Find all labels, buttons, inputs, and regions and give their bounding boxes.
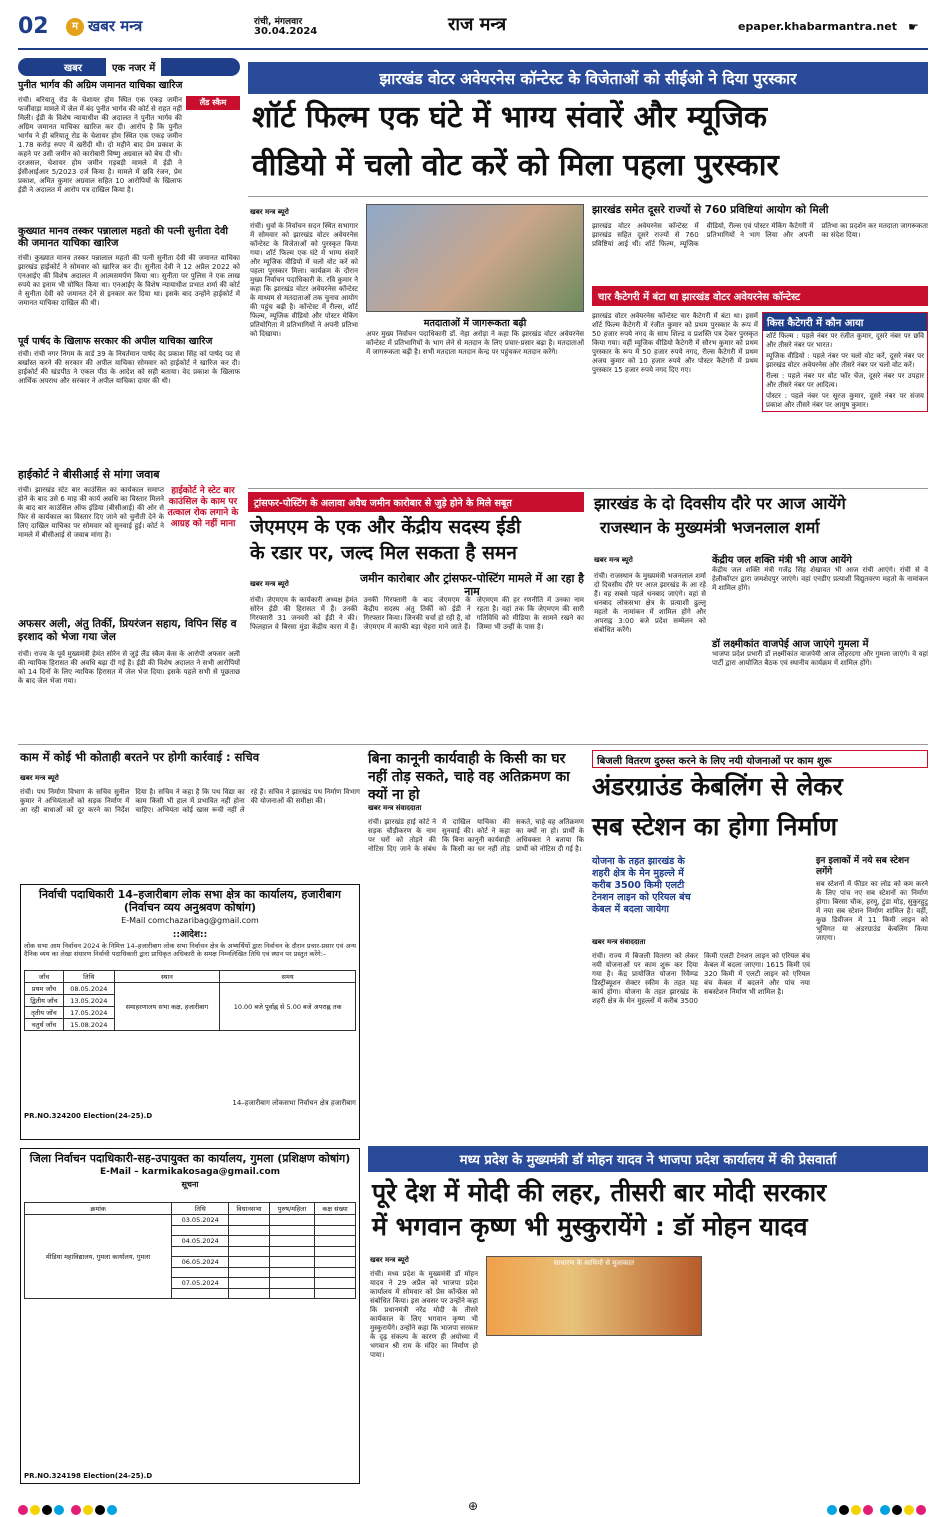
item-4-title: हाईकोर्ट ने बीसीआई से मांगा जवाब [18, 468, 160, 481]
categories-red-bar: चार कैटेगरी में बंटा था झारखंड वोटर अवेयरनेस कॉन्टेस्ट [592, 286, 928, 306]
left-column [18, 58, 240, 768]
ad1-place: समाहरणालय सभा कक्ष, हजारीबाग [114, 983, 219, 1031]
ed-byline: खबर मन्त्र ब्यूरो [250, 580, 289, 588]
cm-headline-1: झारखंड के दो दिवसीय दौरे पर आज आयेंगे [594, 494, 846, 513]
page-number: 02 [18, 14, 49, 39]
brand-name: खबर मन्त्र [88, 17, 143, 35]
award-photo [366, 204, 584, 312]
bijli-head-bar: बिजली वितरण दुरुस्त करने के लिए नयी योजनाओं पर काम शुरू [592, 750, 928, 768]
kaam-byline: खबर मन्त्र ब्यूरो [20, 774, 59, 782]
ad1-notice: ::आदेश:: [172, 930, 208, 940]
item-1-tag: लैंड स्कैम [186, 96, 240, 110]
ad2-date-3: 06.05.2024 [172, 1257, 229, 1268]
item-5-body: रांची। राज्य के पूर्व मुख्यमंत्री हेमंत सोरेन से जुड़े लैंड स्कैम केस के आरोपी अफसर अली की न्यायिक हिरासत की अवधि बढ़ा दी गई है। ईडी की विशेष अदालत ने सभी आरोपियों को 14 दिनों के लिए न्यायिक हिरासत में जेल भेज दिया। इसके पहले सभी से पूछताछ के बाद जेल भेजा गया। [18, 650, 240, 685]
cm-byline: खबर मन्त्र ब्यूरो [594, 556, 633, 564]
mp-body-right [710, 1256, 928, 1484]
category-box-title: किस कैटेगरी में कौन आया [763, 313, 927, 331]
ad2-date-4: 07.05.2024 [172, 1278, 229, 1289]
side-body: झारखंड वोटर अवेयरनेस कॉन्टेस्ट में झारखंड सहित दूसरे राज्यों से 760 प्रविष्टियां आई थीं। शॉर्ट फिल्म, म्यूजिक वीडियो, रील्स एवं पोस्टर मेकिंग कैटेगरी में प्रतिभागियों ने भाग लिया और अपनी प्रतिभा का प्रदर्शन कर मतदाता जागरूकता का संदेश दिया। [592, 222, 928, 248]
bijli-box: योजना के तहत झारखंड के शहरी क्षेत्र के मेन मुहल्ले में करीब 3500 किमी एलटी टेनशन लाइन को एरियल बंच केबल में बदला जायेगा [592, 856, 691, 915]
item-4-box: हाईकोर्ट ने स्टेट बार काउंसिल के काम पर तत्काल रोक लगाने के आग्रह को नहीं माना [167, 486, 239, 529]
ad2-notice: सूचना [181, 1180, 199, 1189]
ad1-col-2: तिथि [63, 971, 114, 983]
cmyk-dots-left [18, 1500, 119, 1512]
ad2-col-5: कक्ष संख्या [315, 1203, 356, 1215]
ad2-table [24, 1202, 356, 1299]
item-3-title: पूर्व पार्षद के खिलाफ सरकार की अपील याचिका खारिज [18, 336, 213, 347]
bijli-headline-2: सब स्टेशन का होगा निर्माण [592, 812, 838, 841]
ad-hazaribagh [20, 884, 360, 1140]
kaam-headline: काम में कोई भी कोताही बरतने पर होगी कार्रवाई : सचिव [20, 750, 260, 764]
cm-sub2-body: भाजपा प्रदेश प्रभारी डॉ लक्ष्मीकांत वाजपेयी आज लोहरदगा और गुमला जाएंगे। वे वहां पार्टी द्वारा आयोजित बैठक एवं स्थानीय कार्यक्रम में शामिल होंगे। [712, 650, 928, 667]
ed-sub: जमीन कारोबार और ट्रांसफर-पोस्टिंग मामले में आ रहा है नाम [360, 572, 585, 598]
ad2-date-1: 03.05.2024 [172, 1215, 229, 1226]
cm-sub1-body: केंद्रीय जल शक्ति मंत्री गजेंद्र सिंह शेखावत भी आज रांची आएंगे। रांची से वे हेलीकॉप्टर द्वारा जमशेदपुर जाएंगे। वहां एनडीए प्रत्याशी विद्युतवरण महतो के नामांकन में शामिल होंगे। [712, 566, 928, 592]
mp-byline: खबर मन्त्र ब्यूरो [370, 1256, 409, 1264]
bijli-body: रांची। राज्य में बिजली वितरण को लेकर नयी योजनाओं पर काम शुरू कर दिया गया है। केंद्र प्रायोजित योजना रिवैम्प्ड डिस्ट्रीब्यूशन सेक्टर स्कीम के तहत यह कार्य होगा। योजना के तहत झारखंड के शहरी क्षेत्र के मेन मुहल्लों में करीब 3500 किमी एलटी टेनशन लाइन को एरियल बंच केबल में बदला जाएगा। 1615 किमी एवं 320 किमी में एलटी लाइन को एरियल बंच केबल में बदलने और पांच नया सबस्टेशन निर्माण भी शामिल है। [592, 952, 810, 1005]
photo-caption-title: मतदाताओं में जागरूकता बढ़ी [423, 318, 527, 329]
mid-rule [18, 744, 928, 745]
ad1-row-2-date: 13.05.2024 [63, 995, 114, 1007]
ad1-row-4-date: 15.08.2024 [63, 1019, 114, 1031]
category-item-4: पोस्टर : पहले नंबर पर सूरज कुमार, दूसरे नंबर पर संजय प्रकाश और तीसरे नंबर पर आयुष कुमार। [766, 392, 924, 409]
bijli-byline: खबर मन्त्र संवाददाता [592, 938, 646, 946]
mp-banner: मध्य प्रदेश के मुख्यमंत्री डॉ मोहन यादव ने भाजपा प्रदेश कार्यालय में की प्रेसवार्ता [368, 1146, 928, 1172]
ad2-email[interactable]: E-Mail – karmikakosaga@gmail.com [99, 1167, 281, 1177]
cm-sub1: केंद्रीय जल शक्ति मंत्री भी आज आयेंगे [712, 555, 852, 566]
cm-body: रांची। राजस्थान के मुख्यमंत्री भजनलाल शर्मा दो दिवसीय दौरे पर आज झारखंड के आ रहे हैं। वह सबसे पहले धनबाद जाएंगे। वहां से धनबाद लोकसभा क्षेत्र के प्रत्याशी ढुल्लू महतो के नामांकन में शामिल होंगे और अपराह्न 3:00 बजे प्रदेश सम्मेलन को संबोधित करेंगे। [594, 572, 706, 634]
cm-headline-2: राजस्थान के मुख्यमंत्री भजनलाल शर्मा [600, 518, 820, 537]
mp-body: रांची। मध्य प्रदेश के मुख्यमंत्री डॉ मोहन यादव ने 29 अप्रैल को भाजपा प्रदेश कार्यालय में सोमवार को प्रेस कॉन्फ्रेंस को संबोधित किया। इस अवसर पर उन्होंने कहा कि प्रधानमंत्री नरेंद्र मोदी के तीसरे कार्यकाल के लिए भगवान कृष्ण भी मुस्कुरायेंगे। उन्होंने कहा कि भाजपा सरकार के दृढ़ संकल्प के कारण ही अयोध्या में भगवान श्री राम के मंदिर का निर्माण हो पाया। [370, 1270, 478, 1359]
ad2-col-3: विधानसभा [229, 1203, 270, 1215]
city-day: रांची, मंगलवार [254, 17, 303, 27]
ad1-row-1-label: प्रथम जाँच [25, 983, 64, 995]
item-4-body: रांची। झारखंड स्टेट बार काउंसिल का कार्यकाल समाप्त होने के बाद उसे 6 माह की कार्य अवधि का विस्तार मिलने के बाद बार काउंसिल ऑफ इंडिया (बीसीआई) की ओर से फिर से कार्यकाल का विस्तार दिए जाने को चुनौती देने के लिए दाखिल याचिका पर सोमवार को सुनवाई हुई। कोर्ट ने मामले में बीसीआई से जवाब मांगा है। [18, 486, 164, 539]
bijli-sub-body: सब स्टेशनों में फीडर का लोड को कम करने के लिए पांच नए सब स्टेशनों का निर्माण होगा। बिरसा चौक, हरमू, टुंडा मोड़, सुकुरहुटु में नया सब स्टेशन निर्माण शामिल है। वहीं, कुछ डिवीजन में 11 किमी लाइन को भूमिगत या अंडरग्राउंड केबलिंग किया जाएगा। [816, 880, 928, 942]
mp-body-cont [486, 1340, 702, 1484]
bijli-sub: इन इलाकों में नये सब स्टेशन लगेंगे [816, 856, 910, 877]
ad1-email[interactable]: E-Mail comchazaribag@gmail.com [121, 916, 259, 925]
ed-headline-2: के रडार पर, जल्द मिल सकता है समन [250, 542, 517, 564]
lead-divider [248, 196, 928, 197]
ad2-prno: PR.NO.324198 Election(24-25).D [24, 1472, 153, 1480]
item-1-title: पुनीत भार्गव की अग्रिम जमानत याचिका खारिज [18, 80, 183, 91]
khabar-label: खबर [64, 63, 82, 74]
lead-byline: खबर मन्त्र ब्यूरो [250, 208, 289, 216]
ad1-time: 10.00 बजे पूर्वाह्न से 5.00 बजे अपराह्न तक [220, 983, 356, 1031]
crosshair-icon: ⊕ [467, 1499, 479, 1513]
item-2-body: रांची। कुख्यात मानव तस्कर पन्नालाल महतो की पत्नी सुनीता देवी की जमानत याचिका झारखंड हाईकोर्ट ने सोमवार को खारिज कर दी। सुनीता देवी ने 12 अप्रैल 2022 को एनआईए की विशेष अदालत में आत्मसमर्पण किया था। सुनीता पर पुलिस ने एक लाख रुपये का इनाम भी घोषित किया था। एनआईए के विशेष न्यायाधीश प्रभात शर्मा की कोर्ट ने सुनीता देवी को जमानत देने से इनकार कर दिया था। इसके बाद उन्होंने हाईकोर्ट में जमानत याचिका दाखिल की थी। [18, 254, 240, 307]
ad1-table [24, 970, 356, 1031]
section-title: राज मन्त्र [448, 14, 507, 35]
ad2-date-2: 04.05.2024 [172, 1236, 229, 1247]
nazar-label: एक नजर में [106, 58, 161, 76]
court-body: रांची। झारखंड हाई कोर्ट ने सड़क चौड़ीकरण के नाम पर घरों को तोड़ने की नोटिस दिए जाने के संबंध में दाखिल याचिका की सुनवाई की। कोर्ट ने कहा कि बिना कानूनी कार्यवाही के किसी का घर नहीं तोड़ सकते, चाहे वह अतिक्रमण का क्यों ना हो। प्रार्थी के अधिवक्ता ने बताया कि प्रार्थी को नोटिस दी गई है। [368, 818, 584, 853]
mp-headline-1: पूरे देश में मोदी की लहर, तीसरी बार मोदी सरकार [372, 1178, 827, 1207]
ad1-row-3-date: 17.05.2024 [63, 1007, 114, 1019]
category-item-1: शॉर्ट फिल्म : पहले नंबर पर रंजीत कुमार, दूसरे नंबर पर छवि और तीसरे नंबर पर भारत। [766, 332, 924, 349]
lead-body: रांची। धुर्वा के निर्वाचन सदन स्थित सभागार में सोमवार को झारखंड वोटर अवेयरनेस कॉन्टेस्ट के विजेताओं को पुरस्कृत किया गया। शॉर्ट फिल्म एक घंटे में भाग्य संवारें और म्यूजिक वीडियो में चलो वोट करें को पहला पुरस्कार मिला। कार्यक्रम के दौरान मुख्य निर्वाचन पदाधिकारी के. रवि कुमार ने कहा कि झारखंड वोटर अवेयरनेस कॉन्टेस्ट के माध्यम से मतदाताओं तक चुनाव आयोग की पहुंच बढ़ी है। कॉन्टेस्ट में रील्स, शॉर्ट फिल्म, म्यूजिक वीडियो और पोस्टर मेकिंग प्रतियोगिता में प्रतिभागियों ने अपनी प्रतिभा को दिखाया। [250, 222, 358, 338]
item-1-body: रांची। बरियातू रोड के चेशायर होम स्थित एक एकड़ जमीन फर्जीवाड़ा मामले में जेल में बंद पुनीत भार्गव की कोर्ट से राहत नहीं मिली। ईडी के विशेष न्यायाधीश की अदालत ने पुनीत भार्गव की अग्रिम जमानत याचिका खारिज कर दी। आरोप है कि पुनीत भार्गव ने ही बरियातू रोड के चेशायर होम स्थित एक एकड़ जमीन 1.78 करोड़ रुपए में खरीदी थी। दो महीने बाद प्रेम प्रकाश के कहने पर उसी जमीन को कारोबारी विष्णु अग्रवाल को बेच दी थी। दरअसल, चेशायर होम जमीन गड़बड़ी मामले में ईडी ने ईसीआईआर 5/2023 दर्ज किया है। मामले में छवि रंजन, प्रेम प्रकाश, अमित कुमार अग्रवाल सहित 10 आरोपियों के खिलाफ ईडी ने अदालत में आरोप पत्र दाखिल किया है। [18, 96, 182, 194]
item-3-body: रांची। रांची नगर निगम के वार्ड 39 के निवर्तमान पार्षद वेद प्रकाश सिंह को पार्षद पद से बर्खास्त करने की सरकार की अपील याचिका सोमवार को हाईकोर्ट ने खारिज कर दी। हाईकोर्ट की खंडपीठ ने एकल पीठ के आदेश को सही बताया। वेद प्रकाश के खिलाफ आर्थिक अपराध और सरकार ने अपील याचिका दायर की थी। [18, 350, 240, 385]
ed-headline-1: जेएमएम के एक और केंद्रीय सदस्य ईडी [250, 516, 521, 538]
masthead [18, 8, 928, 50]
ed-red-bar: ट्रांसफर-पोस्टिंग के अलावा अवैध जमीन कारोबार से जुड़े होने के मिले सबूत [248, 492, 584, 512]
lead-bottom-rule [248, 488, 928, 489]
lead-headline-2: वीडियो में चलो वोट करें को मिला पहला पुरस्कार [252, 148, 779, 183]
brand-logo-icon: म [66, 18, 84, 36]
lead-body-cont [366, 424, 584, 482]
lead-headline-1: शॉर्ट फिल्म एक घंटे में भाग्य संवारें और म्यूजिक [252, 100, 768, 135]
ad1-title: निर्वाची पदाधिकारी 14–हजारीबाग लोक सभा क्षेत्र का कार्यालय, हजारीबाग (निर्वाचन व्यय अनुश्रवण कोषांग) [38, 888, 341, 914]
category-box [762, 312, 928, 412]
ed-body: रांची। जेएमएम के कार्यकारी अध्यक्ष हेमंत सोरेन ईडी की हिरासत में हैं। उनकी गिरफ्तारी 31 जनवरी को ईडी ने की। फिलहाल वे बिरसा मुंडा केंद्रीय कारा में हैं। उनकी गिरफ्तारी के बाद जेएमएम के केंद्रीय सदस्य अंतु तिर्की को ईडी ने गिरफ्तार किया। जिनकी चर्चा हो रही है, वो जेएमएम में काफी बड़ा चेहरा माने जाते हैं। जेएमएम की हर रणनीति में उनका नाम रहता है। वहां तक कि जेएमएम की सारी गतिविधि को मीडिया के सामने रखने का जिम्मा भी उन्हीं के पास है। [250, 596, 584, 631]
ad-gumla [20, 1148, 360, 1484]
ad1-sign: 14–हजारीबाग लोकसभा निर्वाचन क्षेत्र हजारीबाग [232, 1099, 356, 1107]
cm-sub2: डॉ लक्ष्मीकांत वाजपेई आज जाएंगे गुमला में [712, 639, 869, 650]
ad2-place: मीडिया महाविद्यालय, गुमला कार्यालय, गुमला [25, 1215, 172, 1299]
ad1-col-3: स्थान [114, 971, 219, 983]
cursor-icon: ☛ [908, 20, 919, 34]
ad2-col-2: तिथि [172, 1203, 229, 1215]
kaam-body: रांची। पथ निर्माण विभाग के सचिव सुनील कुमार ने अभियंताओं को सड़क निर्माण में आ रही बाधाओं को दूर करने का निर्देश दिया है। सचिव ने कहा है कि पथ विद्या का काम किसी भी हाल में प्रभावित नहीं होना चाहिए। अभियंता कोई खास रूची नहीं ले रहे हैं। सचिव ने झारखंड पथ निर्माण विभाग की योजनाओं की समीक्षा की। [20, 788, 360, 814]
ad2-col-4: पुरुष/महिला [269, 1203, 314, 1215]
nazar-header [18, 58, 240, 76]
category-item-3: रील्स : पहले नंबर पर वोट फॉर चेंज, दूसरे नंबर पर उपहार और तीसरे नंबर पर आदित्य। [766, 372, 924, 389]
ad1-row-2-label: द्वितीय जाँच [25, 995, 64, 1007]
ad1-col-1: जाँच [25, 971, 64, 983]
ad2-title: जिला निर्वाचन पदाधिकारी-सह-उपायुक्त का कार्यालय, गुमला (प्रशिक्षण कोषांग) [29, 1152, 351, 1165]
item-2-title: कुख्यात मानव तस्कर पन्नालाल महतो की पत्नी सुनीता देवी की जमानत याचिका खारिज [18, 226, 229, 249]
photo-caption: अपर मुख्य निर्वाचन पदाधिकारी डॉ. नेहा अरोड़ा ने कहा कि झारखंड वोटर अवेयरनेस कॉन्टेस्ट में प्रतिभागियों के भाग लेने से मतदान के लिए प्रचार-प्रसार बढ़ा है। मतदाताओं में जागरूकता बढ़ी है। सभी मतदाता मतदान केन्द्र पर पहुंचकर मतदान करेंगे। [366, 330, 584, 356]
color-registration-strip [18, 1500, 928, 1512]
lead-banner: झारखंड वोटर अवेयरनेस कॉन्टेस्ट के विजेताओं को सीईओ ने दिया पुरस्कार [248, 62, 928, 94]
cmyk-dots-right [827, 1500, 928, 1512]
court-byline: खबर मन्त्र संवाददाता [368, 804, 422, 812]
ad1-col-4: समय [220, 971, 356, 983]
ad1-row-1-date: 08.05.2024 [63, 983, 114, 995]
ad1-row-4-label: चतुर्थ जाँच [25, 1019, 64, 1031]
website-link[interactable]: epaper.khabarmantra.net [738, 20, 897, 33]
court-headline: बिना कानूनी कार्यवाही के किसी का घर नहीं तोड़ सकते, चाहे वह अतिक्रमण का क्यों ना हो [368, 751, 570, 803]
issue-date: 30.04.2024 [254, 26, 318, 37]
bijli-headline-1: अंडरग्राउंड केबलिंग से लेकर [592, 772, 843, 801]
ad1-row-3-label: तृतीय जाँच [25, 1007, 64, 1019]
side-head: झारखंड समेत दूसरे राज्यों से 760 प्रविष्टियां आयोग को मिली [592, 204, 829, 216]
ad1-prno: PR.NO.324200 Election(24-25).D [24, 1112, 153, 1120]
ad1-intro: लोक सभा आम निर्वाचन 2024 के निमित्त 14–हजारीबाग लोक सभा निर्वाचन क्षेत्र के अभ्यर्थियों द्वारा निर्वाचन के दौरान प्रचार-प्रसार एवं अन्य दैनिक व्यय का लेखा संधारण निर्वाची पदाधिकारी द्वारा प्राधिकृत अधिकारी के समक्ष निम्नलिखित तिथि एवं स्थान पर प्रस्तुत करेंगे:– [24, 942, 356, 958]
ad2-col-1: क्रमांक [25, 1203, 172, 1215]
category-item-2: म्यूजिक वीडियो : पहले नंबर पर चलो वोट करें, दूसरे नंबर पर झारखंड वोटर अवेयरनेस और तीसरे नंबर पर चलो वोट करें। [766, 352, 924, 369]
categories-body: झारखंड वोटर अवेयरनेस कॉन्टेस्ट चार कैटेगरी में बंटा था। इसमें शॉर्ट फिल्म कैटेगरी में रंजीत कुमार को प्रथम पुरस्कार के रूप में 50 हजार रुपये नगद के साथ शिल्ड व प्रशस्ति पत्र देकर पुरस्कृत किया गया। वहीं म्यूजिक वीडियो कैटेगरी में सौरभ कुमार को प्रथम पुरस्कार के रूप में 50 हजार रुपये नगद, रील्स कैटेगरी में प्रथम अजय कुमार को 10 हजार रुपये और पोस्टर कैटेगरी में प्रथम पुरस्कार 15 हजार रुपये नगद दिए गए। [592, 312, 758, 374]
mp-photo-text: साधारण के साथियों से मुलाकात [553, 1259, 635, 1267]
mp-photo [486, 1256, 702, 1336]
mp-headline-2: में भगवान कृष्ण भी मुस्कुरायेंगे : डॉ मोहन यादव [372, 1212, 808, 1241]
item-5-title: अफसर अली, अंतु तिर्की, प्रियरंजन सहाय, विपिन सिंह व इरशाद को भेजा गया जेल [18, 618, 237, 643]
